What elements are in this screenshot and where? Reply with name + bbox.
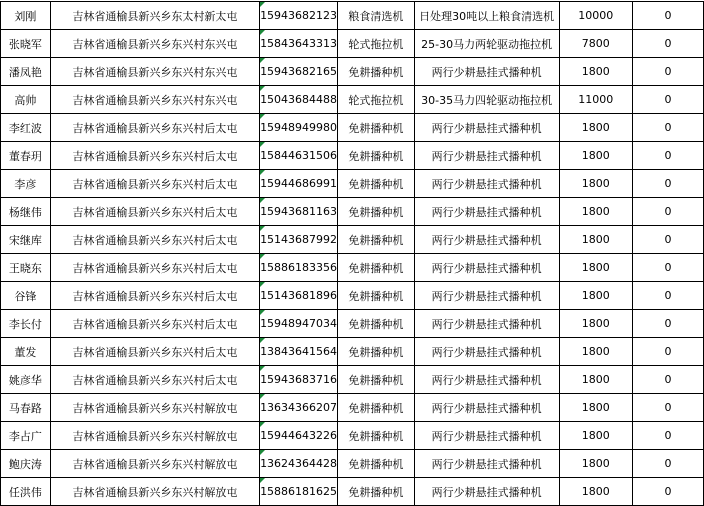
machine-type-cell[interactable]: 轮式拖拉机 (338, 86, 415, 114)
machine-type-cell[interactable]: 免耕播种机 (338, 198, 415, 226)
subsidy-cell[interactable]: 7800 (559, 30, 632, 58)
address-cell[interactable]: 吉林省通榆县新兴乡东兴村解放屯 (50, 450, 259, 478)
table-row (1, 142, 704, 170)
table-row (1, 86, 704, 114)
model-cell[interactable]: 两行少耕悬挂式播种机 (414, 282, 559, 310)
table-row (1, 450, 704, 478)
model-cell[interactable]: 两行少耕悬挂式播种机 (414, 338, 559, 366)
address-cell[interactable]: 吉林省通榆县新兴乡东兴村解放屯 (50, 422, 259, 450)
phone-cell[interactable]: 13843641564 (260, 338, 338, 366)
name-cell[interactable]: 李红波 (1, 114, 51, 142)
address-cell[interactable]: 吉林省通榆县新兴乡东兴村后太屯 (50, 170, 259, 198)
address-cell[interactable]: 吉林省通榆县新兴乡东兴村后太屯 (50, 254, 259, 282)
table-row (1, 30, 704, 58)
phone-cell[interactable]: 15143687992 (260, 226, 338, 254)
address-cell[interactable]: 吉林省通榆县新兴乡东兴村东兴屯 (50, 30, 259, 58)
name-cell[interactable]: 杨继伟 (1, 198, 51, 226)
extra-cell[interactable]: 0 (632, 450, 703, 478)
subsidy-cell[interactable]: 1800 (559, 310, 632, 338)
model-cell[interactable]: 两行少耕悬挂式播种机 (414, 58, 559, 86)
extra-cell[interactable]: 0 (632, 422, 703, 450)
model-cell[interactable]: 两行少耕悬挂式播种机 (414, 142, 559, 170)
model-cell[interactable]: 两行少耕悬挂式播种机 (414, 254, 559, 282)
phone-cell[interactable]: 15948949980 (260, 114, 338, 142)
phone-cell[interactable]: 15886181625 (260, 478, 338, 506)
phone-cell[interactable]: 15943682123 (260, 2, 338, 30)
extra-cell[interactable]: 0 (632, 198, 703, 226)
extra-cell[interactable]: 0 (632, 2, 703, 30)
table-row (1, 2, 704, 30)
subsidy-cell[interactable]: 1800 (559, 422, 632, 450)
phone-cell[interactable]: 15844631506 (260, 142, 338, 170)
subsidy-cell[interactable]: 1800 (559, 366, 632, 394)
model-cell[interactable]: 30-35马力四轮驱动拖拉机 (414, 86, 559, 114)
phone-cell[interactable]: 15943683716 (260, 366, 338, 394)
subsidy-cell[interactable]: 1800 (559, 394, 632, 422)
table-row (1, 254, 704, 282)
address-cell[interactable]: 吉林省通榆县新兴乡东兴村东兴屯 (50, 86, 259, 114)
table-row (1, 58, 704, 86)
table-body (1, 2, 704, 506)
subsidy-cell[interactable]: 1800 (559, 226, 632, 254)
address-cell[interactable]: 吉林省通榆县新兴乡东兴村后太屯 (50, 198, 259, 226)
machine-type-cell[interactable]: 免耕播种机 (338, 254, 415, 282)
subsidy-cell[interactable]: 1800 (559, 282, 632, 310)
subsidy-table (0, 1, 704, 506)
model-cell[interactable]: 两行少耕悬挂式播种机 (414, 310, 559, 338)
model-cell[interactable]: 两行少耕悬挂式播种机 (414, 478, 559, 506)
extra-cell[interactable]: 0 (632, 142, 703, 170)
machine-type-cell[interactable]: 免耕播种机 (338, 58, 415, 86)
machine-type-cell[interactable]: 免耕播种机 (338, 338, 415, 366)
model-cell[interactable]: 两行少耕悬挂式播种机 (414, 226, 559, 254)
machine-type-cell[interactable]: 免耕播种机 (338, 142, 415, 170)
name-cell[interactable]: 姚彦华 (1, 366, 51, 394)
phone-cell[interactable]: 15143681896 (260, 282, 338, 310)
extra-cell[interactable]: 0 (632, 58, 703, 86)
subsidy-cell[interactable]: 1800 (559, 198, 632, 226)
name-cell[interactable]: 王晓东 (1, 254, 51, 282)
name-cell[interactable]: 任洪伟 (1, 478, 51, 506)
table-row (1, 310, 704, 338)
subsidy-cell[interactable]: 1800 (559, 338, 632, 366)
table-row (1, 478, 704, 506)
phone-cell[interactable]: 15943681163 (260, 198, 338, 226)
phone-cell[interactable]: 15943682165 (260, 58, 338, 86)
extra-cell[interactable]: 0 (632, 30, 703, 58)
extra-cell[interactable]: 0 (632, 114, 703, 142)
address-cell[interactable]: 吉林省通榆县新兴乡东太村新太屯 (50, 2, 259, 30)
table-row (1, 338, 704, 366)
model-cell[interactable]: 两行少耕悬挂式播种机 (414, 170, 559, 198)
subsidy-cell[interactable]: 1800 (559, 142, 632, 170)
phone-cell[interactable]: 15944686991 (260, 170, 338, 198)
name-cell[interactable]: 高帅 (1, 86, 51, 114)
machine-type-cell[interactable]: 免耕播种机 (338, 170, 415, 198)
subsidy-cell[interactable]: 1800 (559, 170, 632, 198)
address-cell[interactable]: 吉林省通榆县新兴乡东兴村后太屯 (50, 338, 259, 366)
extra-cell[interactable]: 0 (632, 310, 703, 338)
subsidy-cell[interactable]: 10000 (559, 2, 632, 30)
table-row (1, 394, 704, 422)
model-cell[interactable]: 两行少耕悬挂式播种机 (414, 366, 559, 394)
extra-cell[interactable]: 0 (632, 254, 703, 282)
subsidy-cell[interactable]: 1800 (559, 450, 632, 478)
phone-cell[interactable]: 15843643313 (260, 30, 338, 58)
name-cell[interactable]: 谷锋 (1, 282, 51, 310)
name-cell[interactable]: 李彦 (1, 170, 51, 198)
name-cell[interactable]: 潘凤艳 (1, 58, 51, 86)
extra-cell[interactable]: 0 (632, 478, 703, 506)
address-cell[interactable]: 吉林省通榆县新兴乡东兴村东兴屯 (50, 58, 259, 86)
machine-type-cell[interactable]: 免耕播种机 (338, 114, 415, 142)
name-cell[interactable]: 张晓军 (1, 30, 51, 58)
machine-type-cell[interactable]: 免耕播种机 (338, 226, 415, 254)
address-cell[interactable]: 吉林省通榆县新兴乡东兴村后太屯 (50, 310, 259, 338)
extra-cell[interactable]: 0 (632, 86, 703, 114)
phone-cell[interactable]: 15886183356 (260, 254, 338, 282)
address-cell[interactable]: 吉林省通榆县新兴乡东兴村后太屯 (50, 366, 259, 394)
name-cell[interactable]: 李长付 (1, 310, 51, 338)
table-row (1, 114, 704, 142)
name-cell[interactable]: 董春玥 (1, 142, 51, 170)
address-cell[interactable]: 吉林省通榆县新兴乡东兴村后太屯 (50, 282, 259, 310)
subsidy-cell[interactable]: 1800 (559, 114, 632, 142)
table-row (1, 198, 704, 226)
extra-cell[interactable]: 0 (632, 282, 703, 310)
machine-type-cell[interactable]: 免耕播种机 (338, 450, 415, 478)
machine-type-cell[interactable]: 免耕播种机 (338, 366, 415, 394)
address-cell[interactable]: 吉林省通榆县新兴乡东兴村解放屯 (50, 478, 259, 506)
model-cell[interactable]: 两行少耕悬挂式播种机 (414, 422, 559, 450)
subsidy-cell[interactable]: 1800 (559, 254, 632, 282)
address-cell[interactable]: 吉林省通榆县新兴乡东兴村解放屯 (50, 394, 259, 422)
table-row (1, 366, 704, 394)
machine-type-cell[interactable]: 粮食清选机 (338, 2, 415, 30)
phone-cell[interactable]: 13624364428 (260, 450, 338, 478)
phone-cell[interactable]: 13634366207 (260, 394, 338, 422)
name-cell[interactable]: 鲍庆涛 (1, 450, 51, 478)
model-cell[interactable]: 两行少耕悬挂式播种机 (414, 394, 559, 422)
extra-cell[interactable]: 0 (632, 170, 703, 198)
model-cell[interactable]: 日处理30吨以上粮食清选机 (414, 2, 559, 30)
table-row (1, 422, 704, 450)
name-cell[interactable]: 李占广 (1, 422, 51, 450)
table-row (1, 170, 704, 198)
machine-type-cell[interactable]: 免耕播种机 (338, 478, 415, 506)
table-row (1, 226, 704, 254)
subsidy-cell[interactable]: 11000 (559, 86, 632, 114)
address-cell[interactable]: 吉林省通榆县新兴乡东兴村后太屯 (50, 142, 259, 170)
machine-type-cell[interactable]: 免耕播种机 (338, 422, 415, 450)
subsidy-cell[interactable]: 1800 (559, 478, 632, 506)
machine-type-cell[interactable]: 免耕播种机 (338, 282, 415, 310)
name-cell[interactable]: 董发 (1, 338, 51, 366)
extra-cell[interactable]: 0 (632, 338, 703, 366)
phone-cell[interactable]: 15043684488 (260, 86, 338, 114)
machine-type-cell[interactable]: 轮式拖拉机 (338, 30, 415, 58)
address-cell[interactable]: 吉林省通榆县新兴乡东兴村后太屯 (50, 226, 259, 254)
extra-cell[interactable]: 0 (632, 226, 703, 254)
model-cell[interactable]: 两行少耕悬挂式播种机 (414, 450, 559, 478)
model-cell[interactable]: 25-30马力两轮驱动拖拉机 (414, 30, 559, 58)
address-cell[interactable]: 吉林省通榆县新兴乡东兴村后太屯 (50, 114, 259, 142)
subsidy-cell[interactable]: 1800 (559, 58, 632, 86)
table-row (1, 282, 704, 310)
phone-cell[interactable]: 15944643226 (260, 422, 338, 450)
name-cell[interactable]: 宋继库 (1, 226, 51, 254)
extra-cell[interactable]: 0 (632, 366, 703, 394)
machine-type-cell[interactable]: 免耕播种机 (338, 310, 415, 338)
phone-cell[interactable]: 15948947034 (260, 310, 338, 338)
name-cell[interactable]: 刘刚 (1, 2, 51, 30)
model-cell[interactable]: 两行少耕悬挂式播种机 (414, 198, 559, 226)
model-cell[interactable]: 两行少耕悬挂式播种机 (414, 114, 559, 142)
extra-cell[interactable]: 0 (632, 394, 703, 422)
machine-type-cell[interactable]: 免耕播种机 (338, 394, 415, 422)
name-cell[interactable]: 马春路 (1, 394, 51, 422)
